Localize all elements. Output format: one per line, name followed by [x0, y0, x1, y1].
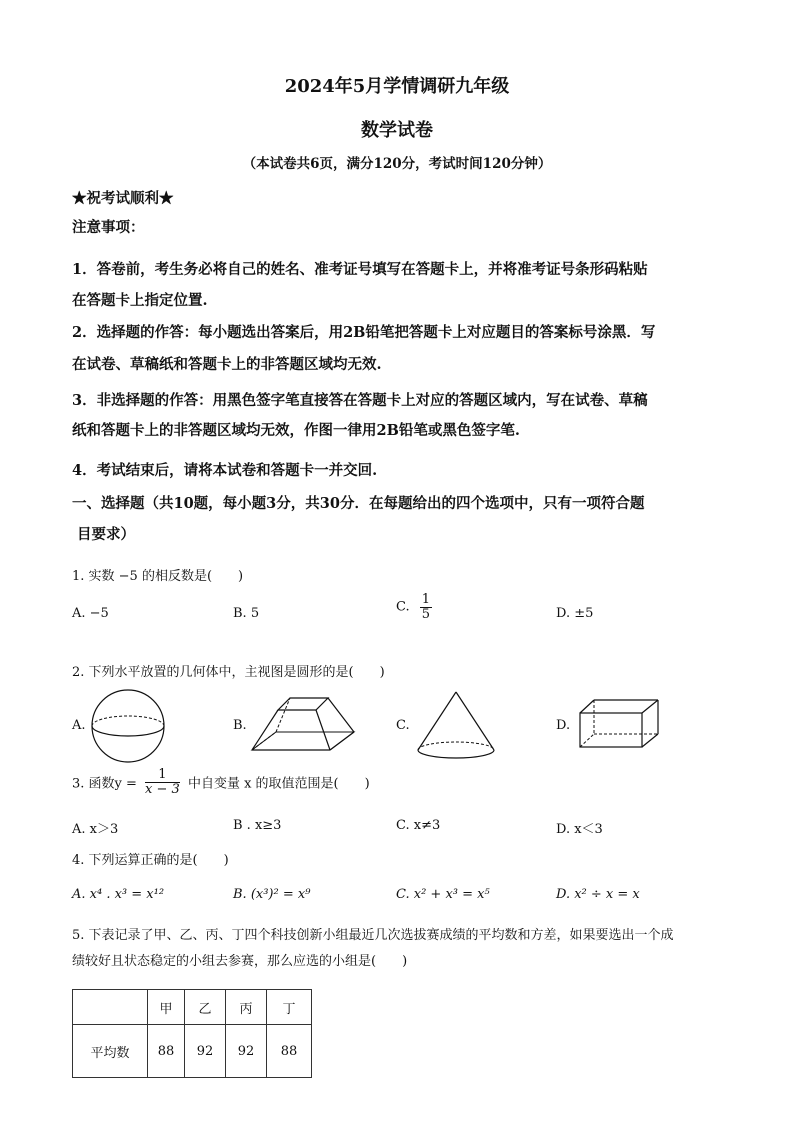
table-cell: 88: [267, 1025, 312, 1078]
q3-option-d: D. x＜3: [556, 822, 603, 837]
q3-fraction: [145, 768, 180, 796]
q4-option-d: D. x² ÷ x = x: [556, 887, 640, 902]
q2-option-a: A.: [72, 718, 86, 733]
note-2-line-1: 2．选择题的作答：每小题选出答案后，用2B铅笔把答题卡上对应题目的答案标号涂黑．写: [72, 324, 656, 341]
q3-option-c: C. x≠3: [396, 818, 441, 833]
q4-option-c: C. x² + x³ = x⁵: [396, 887, 490, 902]
q3-option-b: B . x≥3: [233, 818, 282, 833]
q3-numerator: 1: [145, 768, 180, 783]
q3-stem: [72, 768, 370, 796]
q1-c-denominator: 5: [421, 606, 431, 622]
q3-option-a: A. x＞3: [72, 822, 119, 837]
table-header-row: [73, 990, 312, 1025]
q5-stem-line-2: 绩较好且状态稳定的小组去参赛，那么应选的小组是( ): [72, 954, 408, 969]
q5-stem-line-1: 5. 下表记录了甲、乙、丙、丁四个科技创新小组最近几次选拔赛成绩的平均数和方差，如果要选出一个成: [72, 928, 674, 943]
table-header-cell: [73, 990, 148, 1025]
q4-option-a: A. x⁴ . x³ = x¹²: [72, 887, 165, 902]
section-1-heading-cont: 目要求）: [77, 526, 135, 543]
q1-option-d: D. ±5: [556, 606, 594, 621]
q3-stem-prefix: 3. 函数y =: [72, 776, 137, 792]
frustum-figure: [250, 694, 356, 754]
q4-stem: 4. 下列运算正确的是( ): [72, 853, 229, 868]
table-cell: 92: [226, 1025, 267, 1078]
note-2-line-2: 在试卷、草稿纸和答题卡上的非答题区域均无效.: [72, 356, 382, 373]
q1-stem: 1. 实数 −5 的相反数是( ): [72, 569, 244, 584]
note-1-line-2: 在答题卡上指定位置.: [72, 292, 208, 309]
q1-c-numerator: 1: [421, 592, 431, 607]
exam-info: （本试卷共6页，满分120分，考试时间120分钟）: [242, 156, 552, 172]
table-header-cell: 甲: [148, 990, 185, 1025]
q1-option-c-label: C.: [396, 599, 410, 615]
notes-heading: 注意事项：: [72, 219, 145, 236]
table-header-cell: 乙: [185, 990, 226, 1025]
note-3-line-1: 3．非选择题的作答：用黑色签字笔直接答在答题卡上对应的答题区域内，写在试卷、草稿: [72, 392, 648, 409]
note-3-line-2: 纸和答题卡上的非答题区域均无效，作图一律用2B铅笔或黑色签字笔.: [72, 422, 520, 439]
q2-stem: 2. 下列水平放置的几何体中，主视图是圆形的是( ): [72, 665, 385, 680]
cone-figure: [414, 690, 498, 762]
q3-denominator: x − 3: [145, 781, 180, 797]
q2-option-d: D.: [556, 718, 571, 733]
table-cell: 平均数: [73, 1025, 148, 1078]
table-header-cell: 丁: [267, 990, 312, 1025]
q1-option-b: B. 5: [233, 606, 260, 621]
sphere-figure: [88, 688, 168, 766]
table-header-cell: 丙: [226, 990, 267, 1025]
table-cell: 92: [185, 1025, 226, 1078]
q3-stem-suffix: 中自变量 x 的取值范围是( ): [187, 776, 370, 792]
q5-table: [72, 989, 312, 1078]
table-cell: 88: [148, 1025, 185, 1078]
page-title: 2024年5月学情调研九年级: [284, 76, 510, 97]
q1-option-c: [396, 593, 432, 621]
note-4: 4．考试结束后，请将本试卷和答题卡一并交回.: [72, 462, 378, 479]
q2-option-b: B.: [233, 718, 247, 733]
section-1-heading: 一、选择题（共10题，每小题3分，共30分．在每题给出的四个选项中，只有一项符合题: [72, 495, 645, 512]
note-1-line-1: 1．答卷前，考生务必将自己的姓名、准考证号填写在答题卡上，并将准考证号条形码粘贴: [72, 261, 648, 278]
q1-option-c-fraction: [420, 593, 432, 621]
cuboid-figure: [576, 697, 664, 751]
table-row: [73, 1025, 312, 1078]
q2-option-c: C.: [396, 718, 410, 733]
q1-option-a: A. −5: [72, 606, 109, 621]
q4-option-b: B. (x³)² = x⁹: [233, 887, 311, 902]
page-subtitle: 数学试卷: [361, 120, 433, 141]
blessing-text: ★祝考试顺利★: [72, 190, 174, 207]
